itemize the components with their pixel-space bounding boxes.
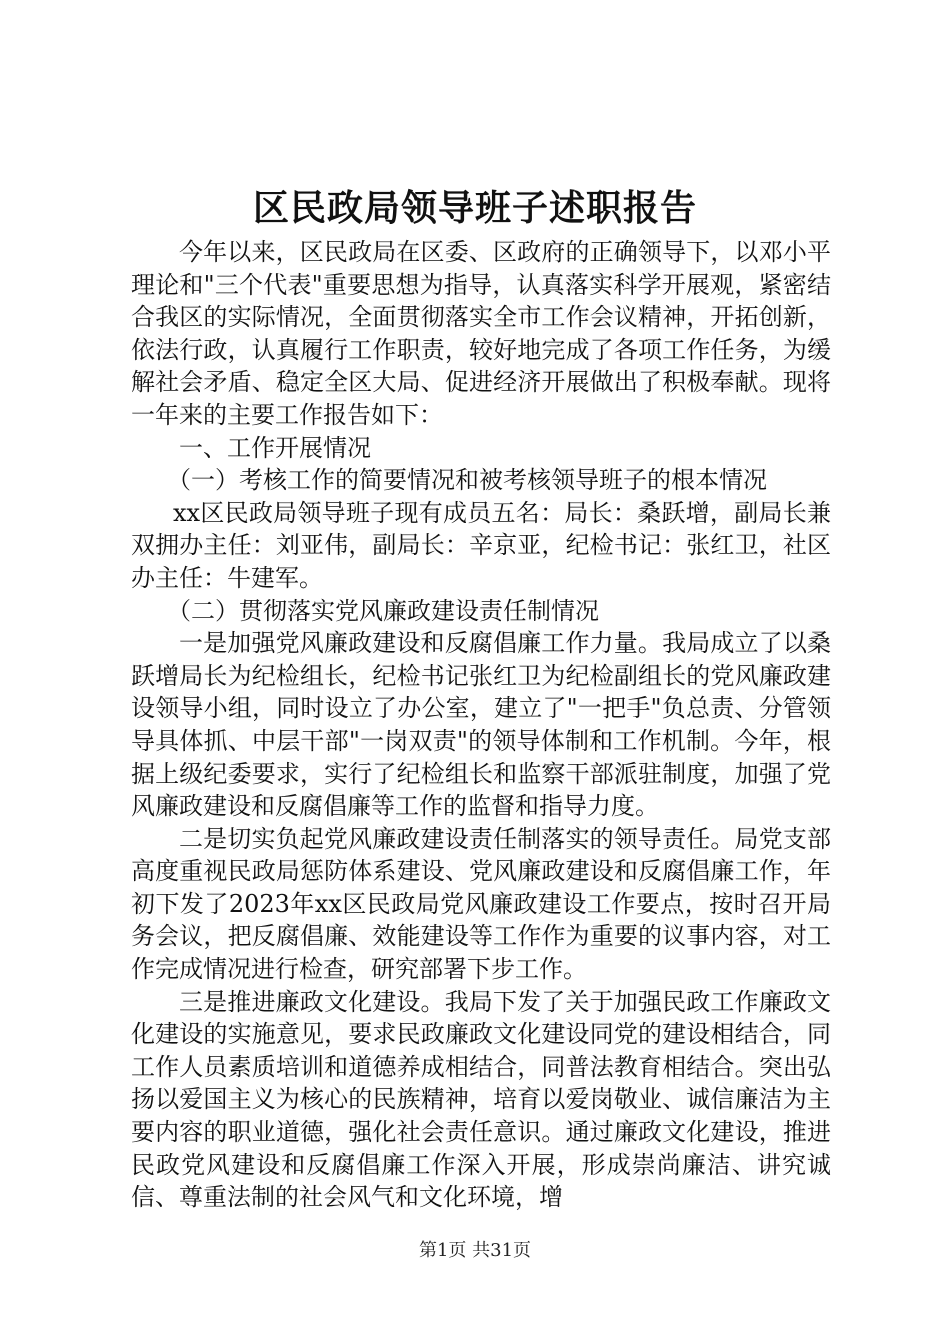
document-title: 区民政局领导班子述职报告 (252, 187, 697, 229)
section-heading-1: 一、工作开展情况 (179, 433, 371, 462)
subsection-heading-2: （二）贯彻落实党风廉政建设责任制情况 (167, 596, 599, 625)
body-paragraph-2: 二是切实负起党风廉政建设责任制落实的领导责任。局党支部高度重视民政局惩防体系建设、党风廉政建设和反腐倡廉工作，年初下发了2023年xx区民政局党风廉政建设工作要点，按时召开局务会议，把反腐倡廉、效能建设等工作作为重要的议事内容，对工作完成情况进行检查，研究部署下步工作。 (131, 824, 831, 984)
subsection-heading-1: （一）考核工作的简要情况和被考核领导班子的根本情况 (167, 466, 767, 495)
body-paragraph-1: 一是加强党风廉政建设和反腐倡廉工作力量。我局成立了以桑跃增局长为纪检组长，纪检书记张红卫为纪检副组长的党风廉政建设领导小组，同时设立了办公室，建立了"一把手"负总责、分管领导具体抓、中层干部"一岗双责"的领导体制和工作机制。今年，根据上级纪委要求，实行了纪检组长和监察干部派驻制度，加强了党风廉政建设和反腐倡廉等工作的监督和指导力度。 (131, 629, 831, 821)
intro-paragraph: 今年以来，区民政局在区委、区政府的正确领导下，以邓小平理论和"三个代表"重要思想为指导，认真落实科学开展观，紧密结合我区的实际情况，全面贯彻落实全市工作会议精神，开拓创新，依法行政，认真履行工作职责，较好地完成了各项工作任务，为缓解社会矛盾、稳定全区大局、促进经济开展做出了积极奉献。现将一年来的主要工作报告如下： (131, 238, 831, 429)
body-paragraph-3: 三是推进廉政文化建设。我局下发了关于加强民政工作廉政文化建设的实施意见，要求民政廉政文化建设同党的建设相结合，同工作人员素质培训和道德养成相结合，同普法教育相结合。突出弘扬以爱国主义为核心的民族精神，培育以爱岗敬业、诚信廉洁为主要内容的职业道德，强化社会责任意识。通过廉政文化建设，推进民政党风建设和反腐倡廉工作深入开展，形成崇尚廉洁、讲究诚信、尊重法制的社会风气和文化环境，增 (131, 987, 831, 1212)
members-paragraph: xx区民政局领导班子现有成员五名：局长：桑跃增，副局长兼双拥办主任：刘亚伟，副局长：辛京亚，纪检书记：张红卫，社区办主任：牛建军。 (131, 498, 831, 592)
page-footer: 第1页 共31页 (418, 1240, 532, 1261)
document-body (131, 236, 831, 1214)
